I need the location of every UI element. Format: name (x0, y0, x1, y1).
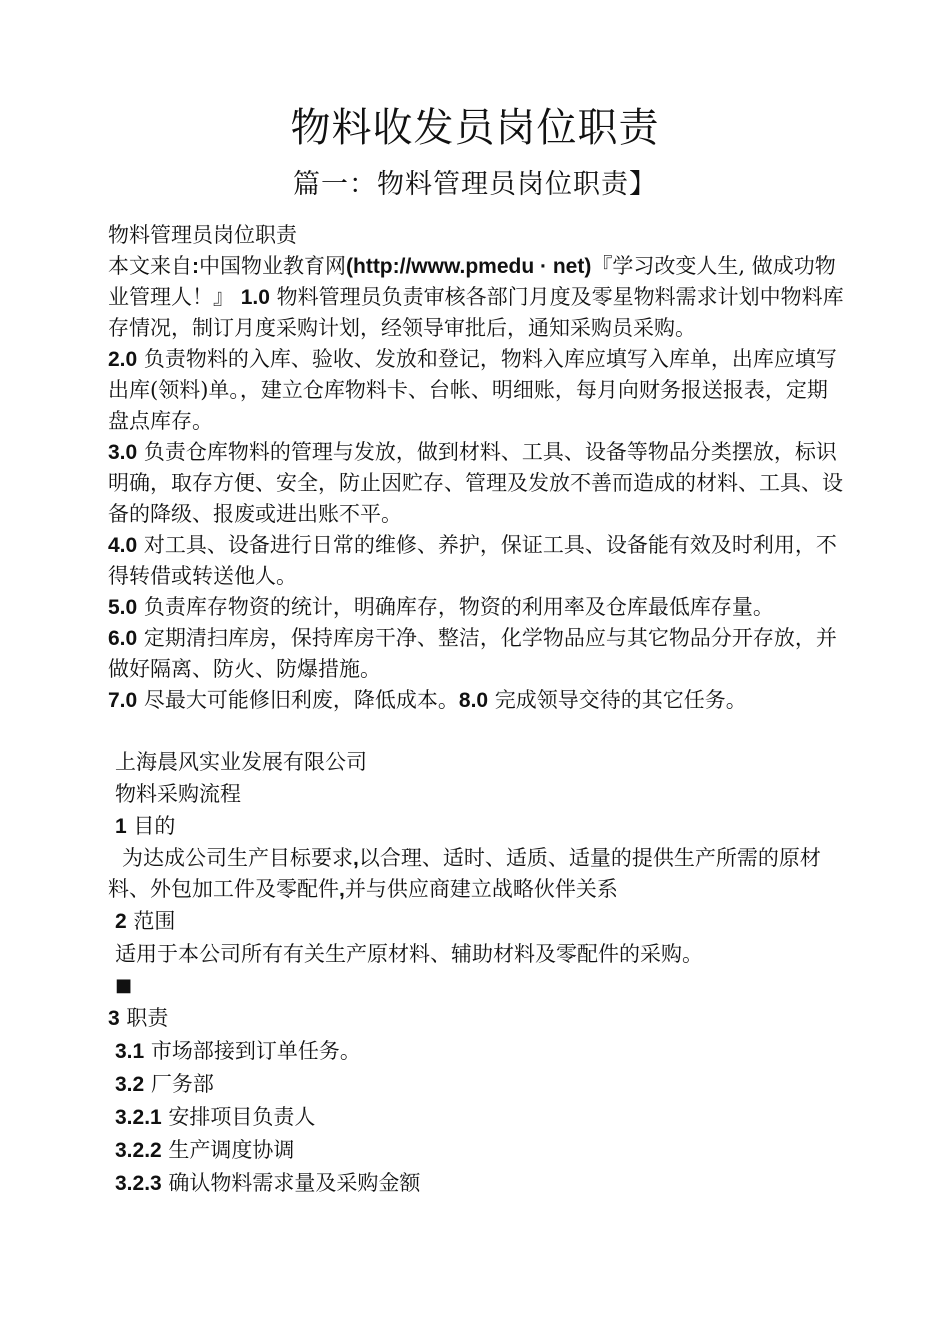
section-label: 职责 (119, 1006, 169, 1030)
paragraph-4 (108, 530, 848, 592)
section-number: 3.2.3 (115, 1172, 162, 1195)
source-tail: 『学习改变人生, 做成功物业管理人！』 (108, 254, 836, 309)
item-number: 3.0 (108, 441, 138, 464)
section-1-heading (108, 810, 848, 843)
document-subtitle: 篇一：物料管理员岗位职责】 (293, 169, 657, 200)
item-text: 完成领导交待的其它任务。 (488, 688, 747, 712)
item-text: 对工具、设备进行日常的维修、养护，保证工具、设备能有效及时利用，不得转借或转送他人。 (108, 533, 837, 588)
purpose-text-a: 为达成公司生产目标要求 (122, 846, 353, 870)
section-1-body (108, 843, 848, 905)
paragraph-3 (108, 437, 848, 530)
section-number: 3 (108, 1007, 120, 1030)
section-3-heading (108, 1002, 848, 1035)
document-title: 物料收发员岗位职责 (290, 105, 660, 151)
section-label: 安排项目负责人 (161, 1105, 316, 1129)
section-number: 3.2.2 (115, 1139, 162, 1162)
item-number: 8.0 (458, 689, 489, 712)
company-name: 上海晨风实业发展有限公司 (115, 750, 367, 774)
section-label: 范围 (126, 909, 176, 933)
source-url: (http://www.pmedu · net) (346, 255, 592, 278)
section-3-2-1 (108, 1101, 848, 1134)
item-text: 物料管理员负责审核各部门月度及零星物料需求计划中物料库存情况，制订月度采购计划，经领导审批后，通知采购员采购。 (108, 285, 844, 340)
item-text: 定期清扫库房，保持库房干净、整洁，化学物品应与其它物品分开存放，并做好隔离、防火、防爆措施。 (108, 626, 837, 681)
purpose-text-c: 并与供应商建立战略伙伴关系 (344, 877, 618, 901)
purpose-text-b: 以合理、适时、适质、适量的提供生产所需的原材料、外包加工件及零配件 (108, 846, 821, 901)
section-3-2 (108, 1068, 848, 1101)
item-text: 负责物料的入库、验收、发放和登记，物料入库应填写入库单，出库应填写出库(领料)单。，建立仓库物料卡、台帐、明细账，每月向财务报送报表，定期盘点库存。 (108, 347, 837, 433)
section-gap (108, 716, 848, 746)
item-text: 负责库存物资的统计，明确库存，物资的利用率及仓库最低库存量。 (137, 595, 774, 619)
purpose-comma: , (339, 878, 345, 901)
item-text: 负责仓库物料的管理与发放，做到材料、工具、设备等物品分类摆放，标识明确，取存方便、安全，防止因贮存、管理及发放不善而造成的材料、工具、设备的降级、报废或进出账不平。 (108, 440, 843, 526)
section-heading: 物料管理员岗位职责 (108, 223, 297, 247)
section-label: 市场部接到订单任务。 (144, 1039, 361, 1063)
paragraph-6 (108, 623, 848, 685)
section-2-body: 适用于本公司所有有关生产原材料、辅助材料及零配件的采购。 (115, 942, 703, 966)
section-label: 厂务部 (144, 1072, 214, 1096)
item-number: 2.0 (108, 348, 138, 371)
section-number: 3.2.1 (115, 1106, 162, 1129)
document-body (108, 220, 848, 1200)
paragraph-7 (108, 685, 848, 716)
paragraph-5 (108, 592, 848, 623)
purpose-comma: , (353, 847, 359, 870)
section-label: 生产调度协调 (161, 1138, 295, 1162)
paragraph-1 (108, 251, 848, 344)
section-number: 1 (115, 815, 127, 838)
section-label: 确认物料需求量及采购金额 (161, 1171, 421, 1195)
item-number: 1.0 (240, 286, 270, 309)
square-bullet-icon: ■ (115, 975, 133, 996)
section-2-heading (108, 905, 848, 938)
source-colon: : (192, 255, 199, 278)
section-number: 3.2 (115, 1073, 145, 1096)
section-3-1 (108, 1035, 848, 1068)
item-number: 5.0 (108, 596, 138, 619)
item-text: 尽最大可能修旧利废，降低成本。 (137, 688, 459, 712)
item-number: 6.0 (108, 627, 138, 650)
section-number: 3.1 (115, 1040, 145, 1063)
flow-title: 物料采购流程 (115, 782, 241, 806)
source-site: 中国物业教育网 (199, 254, 346, 278)
source-prefix: 本文来自 (108, 254, 192, 278)
item-number: 7.0 (108, 689, 138, 712)
section-3-2-2 (108, 1134, 848, 1167)
section-number: 2 (115, 910, 127, 933)
item-number: 4.0 (108, 534, 138, 557)
section-3-2-3 (108, 1167, 848, 1200)
section-label: 目的 (126, 814, 176, 838)
paragraph-2 (108, 344, 848, 437)
